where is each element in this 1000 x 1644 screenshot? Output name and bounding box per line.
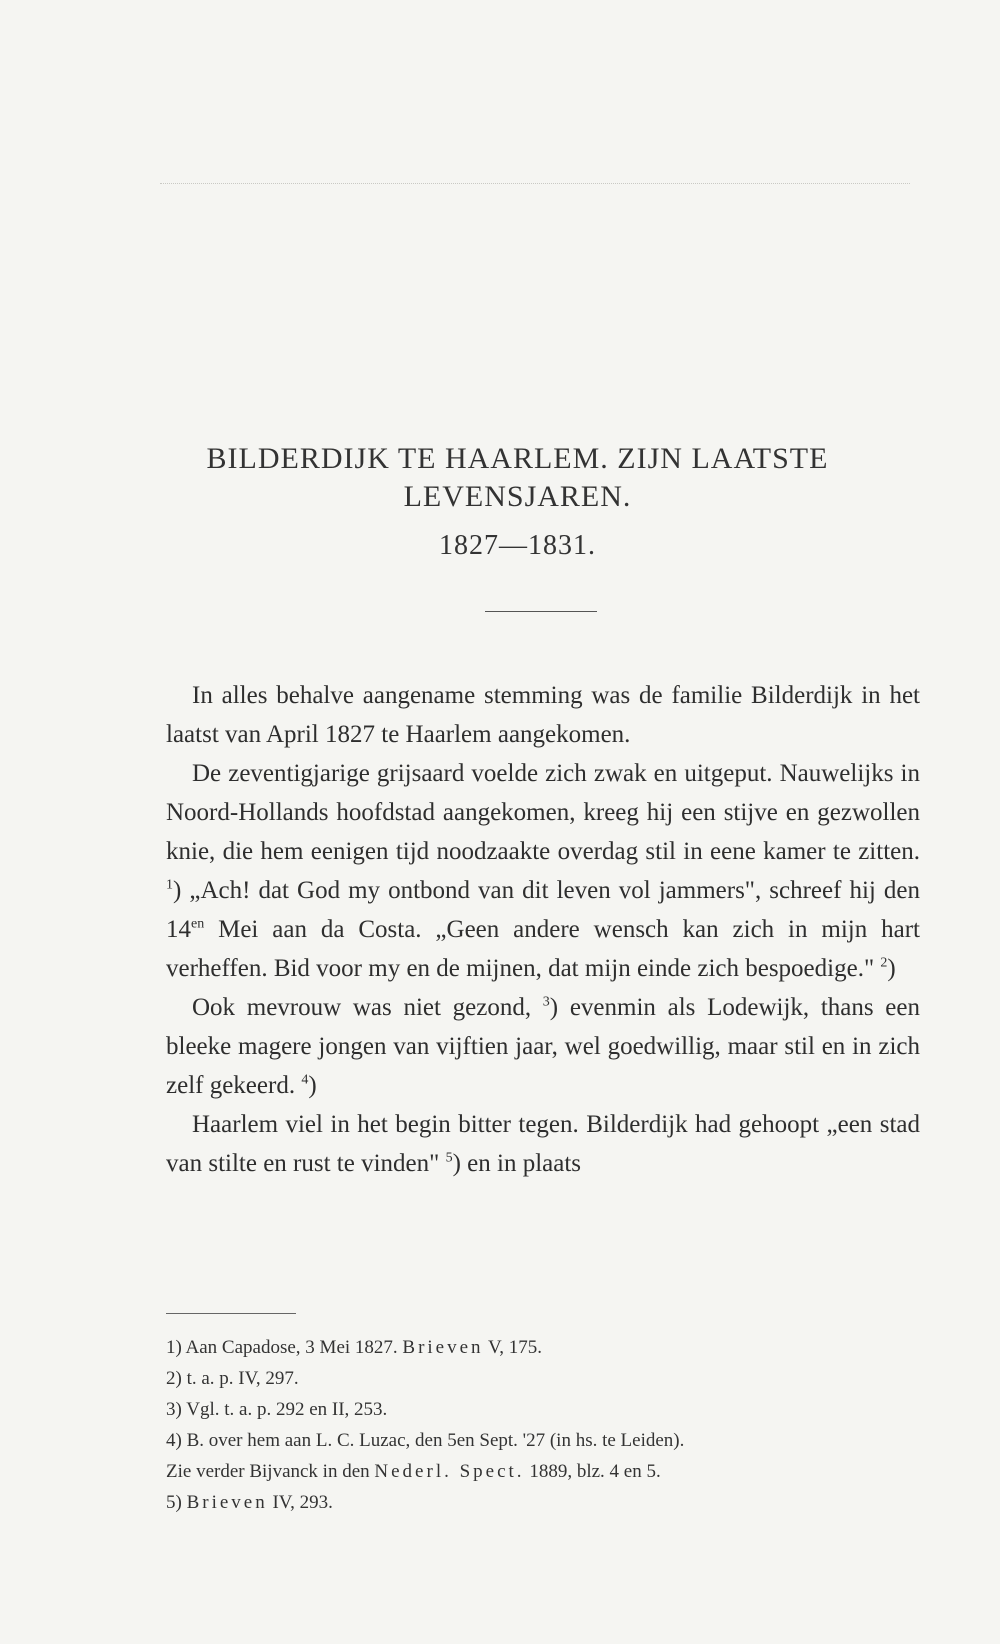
- footnote-4: [166, 1425, 920, 1456]
- footnote-5: [166, 1487, 920, 1518]
- paragraph-2-text-d: ): [887, 955, 896, 982]
- chapter-title-line-1: BILDERDIJK TE HAARLEM. ZIJN LAATSTE: [206, 442, 829, 475]
- footnote-4-ref: 1889, blz. 4 en 5.: [529, 1461, 661, 1482]
- paragraph-3-text-b: ) evenmin als Lodewijk, thans een bleeke magere jongen van vijftien jaar, wel goedwillig, maar stil en in zich zelf gekeerd.: [166, 994, 920, 1099]
- chapter-years: 1827—1831.: [439, 530, 596, 561]
- paragraph-1: [166, 676, 920, 754]
- paragraph-2: [166, 754, 920, 988]
- footnote-1: [166, 1332, 920, 1363]
- footnote-4-source: Nederl. Spect.: [374, 1461, 525, 1482]
- footnote-ref-5: 5: [445, 1150, 453, 1166]
- title-divider: [485, 611, 597, 612]
- footnote-ref-2: 2: [880, 955, 888, 971]
- footnote-1-text: 1) Aan Capadose, 3 Mei 1827.: [166, 1337, 398, 1358]
- footnote-1-ref: V, 175.: [487, 1337, 543, 1358]
- footnotes: [166, 1332, 920, 1518]
- footnote-1-source: Brieven: [402, 1337, 484, 1358]
- chapter-title-line-2: LEVENSJAREN.: [403, 480, 632, 513]
- footnote-ref-3: 3: [542, 994, 550, 1010]
- paragraph-4-text-a: Haarlem viel in het begin bitter tegen. Bilderdijk had gehoopt „een stad van stilte en rust te vinden": [166, 1111, 920, 1177]
- paragraph-4: [166, 1105, 920, 1183]
- footnote-5-ref: IV, 293.: [272, 1492, 333, 1513]
- paragraph-2-text-b: ) „Ach! dat God my ontbond van dit leven vol jammers", schreef hij den 14: [166, 877, 920, 943]
- footnote-2: 2) t. a. p. IV, 297.: [166, 1368, 299, 1389]
- paragraph-2-text-c: Mei aan da Costa. „Geen andere wensch kan zich in mijn hart verheffen. Bid voor my en de mijnen, dat mijn einde zich bespoedige.": [166, 916, 920, 982]
- footnote-5-number: 5): [166, 1492, 182, 1513]
- footnote-rule: [166, 1313, 296, 1314]
- paragraph-3: [166, 988, 920, 1105]
- footnote-5-source: Brieven: [186, 1492, 268, 1513]
- paragraph-1-text: In alles behalve aangename stemming was de familie Bilderdijk in het laatst van April 1827 te Haarlem aangekomen.: [166, 682, 920, 748]
- paragraph-3-text-c: ): [308, 1072, 317, 1099]
- paragraph-4-text-b: ) en in plaats: [452, 1150, 582, 1177]
- paragraph-2-text-a: De zeventigjarige grijsaard voelde zich zwak en uitgeput. Nauwelijks in Noord-Hollands hoofdstad aangekomen, kreeg hij een stijve en gezwollen knie, die hem eenigen tijd noodzaakte overdag stil in eene kamer te zitten.: [166, 760, 920, 865]
- paragraph-3-text-a: Ook mevrouw was niet gezond,: [192, 994, 532, 1021]
- bleed-through-rule: [160, 183, 910, 184]
- footnote-4-continued: [166, 1456, 920, 1487]
- chapter-title: [140, 440, 895, 516]
- footnote-4-text-b: Zie verder Bijvanck in den: [166, 1461, 370, 1482]
- body-text: [166, 676, 920, 1183]
- footnote-ref-1: 1: [166, 877, 173, 893]
- footnote-3: 3) Vgl. t. a. p. 292 en II, 253.: [166, 1399, 388, 1420]
- footnote-4-text: 4) B. over hem aan L. C. Luzac, den 5en Sept. '27 (in hs. te Leiden).: [166, 1430, 685, 1451]
- ordinal-superscript: en: [191, 916, 205, 932]
- footnote-ref-4: 4: [301, 1072, 309, 1088]
